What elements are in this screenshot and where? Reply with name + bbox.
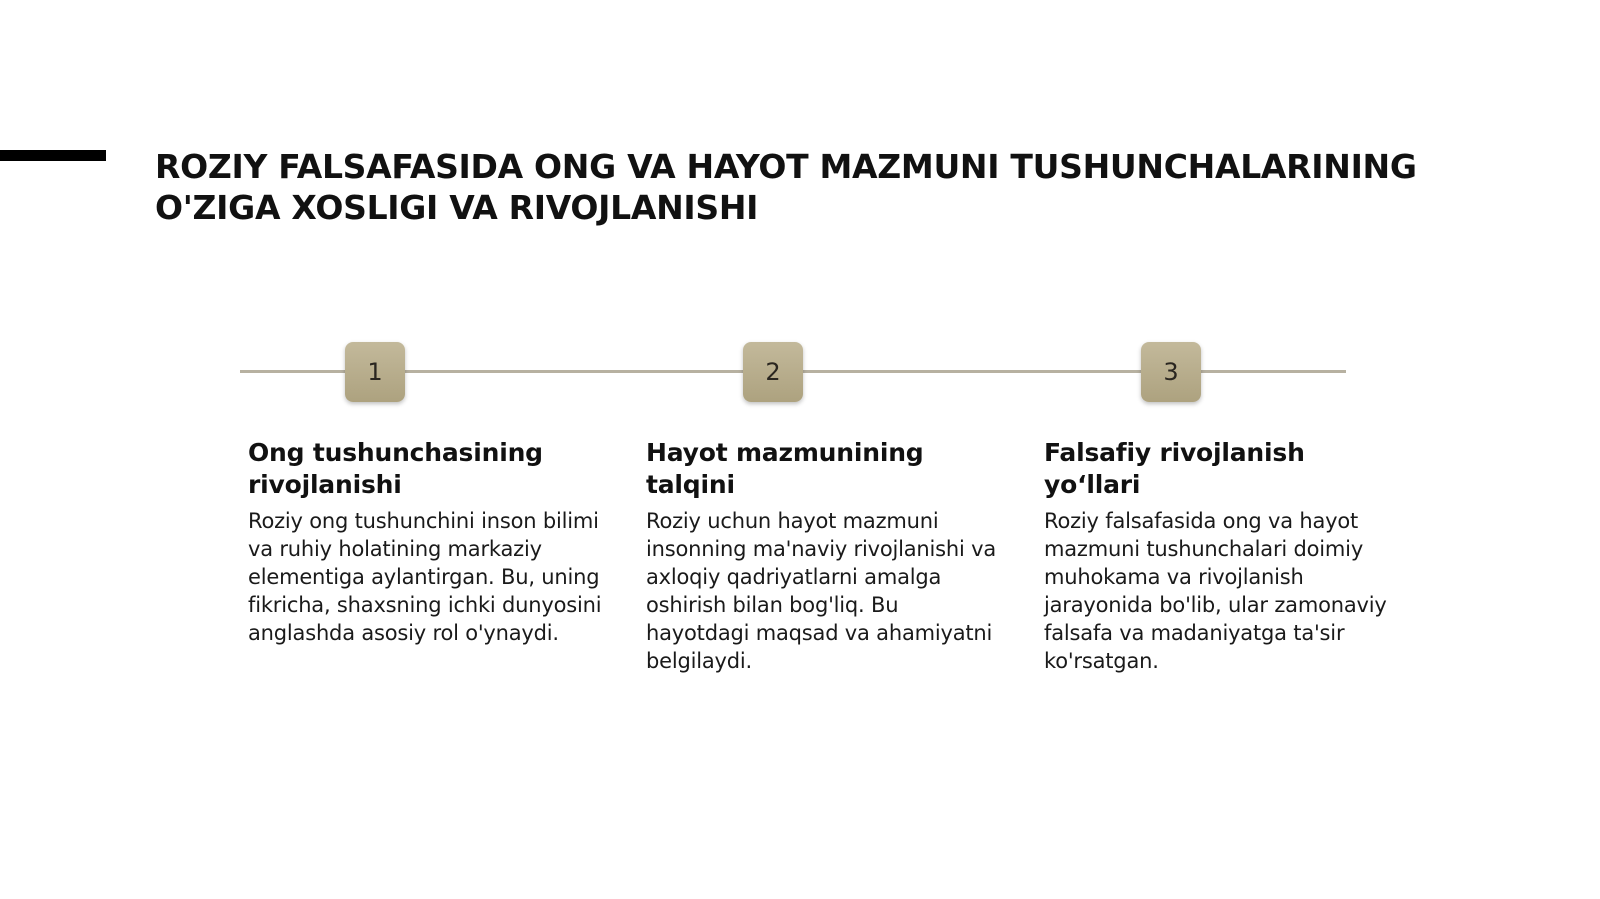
step-body: Roziy uchun hayot mazmuni insonning ma'naviy rivojlanishi va axloqiy qadriyatlarni amalga oshirish bilan bog'liq. Bu hayotdagi maqsad va ahamiyatni belgilaydi.: [646, 509, 997, 673]
step-badge-1: 1: [345, 342, 405, 402]
title-accent-bar: [0, 150, 106, 161]
timeline-step-3: [1044, 437, 1404, 675]
step-body: Roziy ong tushunchini inson bilimi va ruhiy holatining markaziy elementiga aylantirgan. Bu, uning fikricha, shaxsning ichki dunyosini anglashda asosiy rol o'ynaydi.: [248, 509, 602, 645]
step-badge-2: 2: [743, 342, 803, 402]
step-badge-3: 3: [1141, 342, 1201, 402]
step-body: Roziy falsafasida ong va hayot mazmuni tushunchalari doimiy muhokama va rivojlanish jarayonida bo'lib, ular zamonaviy falsafa va madaniyatga ta'sir ko'rsatgan.: [1044, 509, 1387, 673]
step-heading: Falsafiy rivojlanish yo‘llari: [1044, 438, 1305, 499]
step-heading: Ong tushunchasining rivojlanishi: [248, 438, 543, 499]
timeline-step-1: [248, 437, 608, 647]
slide-title: ROZIY FALSAFASIDA ONG VA HAYOT MAZMUNI TUSHUNCHALARINING O'ZIGA XOSLIGI VA RIVOJLANISHI: [155, 147, 1417, 227]
step-heading: Hayot mazmunining talqini: [646, 438, 924, 499]
timeline-step-2: [646, 437, 1006, 675]
